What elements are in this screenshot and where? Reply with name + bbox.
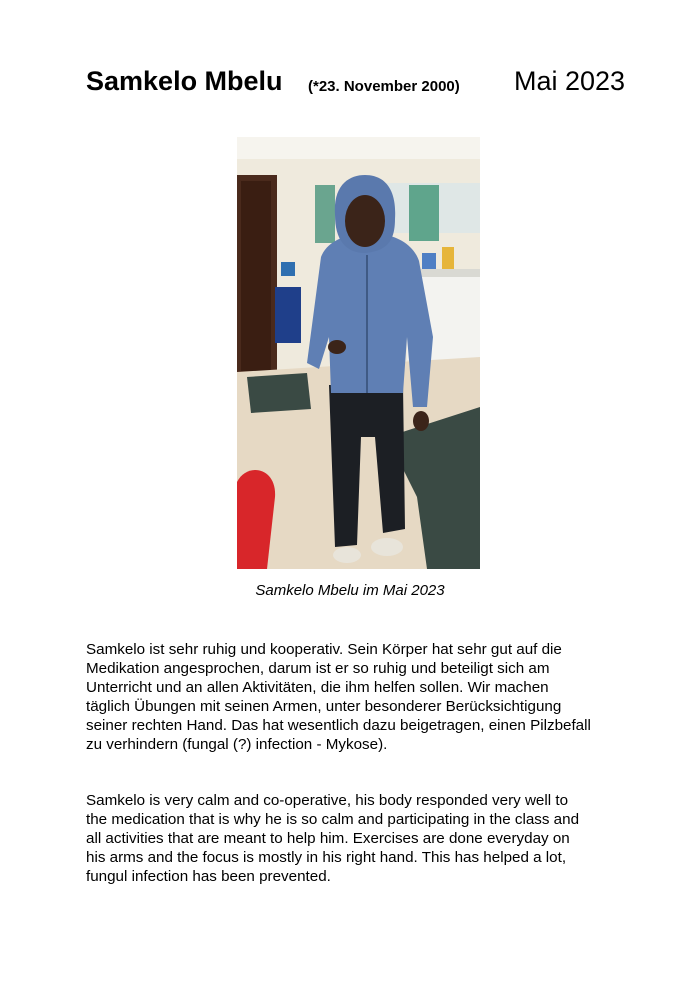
curtain-left	[315, 185, 335, 243]
right-hand	[413, 411, 429, 431]
photo-illustration	[237, 137, 480, 569]
report-date: Mai 2023	[514, 66, 626, 96]
left-hand	[328, 340, 346, 354]
ceiling	[237, 137, 480, 159]
curtain	[409, 185, 439, 241]
right-shoe	[371, 538, 403, 556]
bottle	[422, 253, 436, 269]
floor-tile-dark-2	[247, 373, 311, 413]
bottle-2	[442, 247, 454, 269]
paragraph-english: Samkelo is very calm and co-operative, his body responded very well to the medication that is why he is so calm and participating in the class and all activities that are meant to help him. Exercises are done everyday on his arms and the focus is mostly in his right hand. This has helped a lot, fungul infection has been prevented.	[86, 792, 580, 885]
face	[345, 195, 385, 247]
left-shoe	[333, 547, 361, 563]
photo-caption: Samkelo Mbelu im Mai 2023	[255, 582, 445, 599]
bin	[275, 287, 301, 343]
door-panel	[241, 181, 271, 371]
portrait-photo	[237, 137, 480, 569]
person-name: Samkelo Mbelu	[86, 66, 283, 96]
poster	[281, 262, 295, 276]
paragraph-german: Samkelo ist sehr ruhig und kooperativ. Sein Körper hat sehr gut auf die Medikation angesprochen, darum ist er so ruhig und beteiligt sich am Unterricht und an allen Aktivitäten, die ihm helfen sollen. Wir machen täglich Übungen mit seinen Armen, unter besonderer Berücksichtigung seiner rechten Hand. Das hat wesentlich dazu beigetragen, einen Pilzbefall zu verhindern (fungal (?) infection - Mykose).	[86, 641, 591, 753]
header	[86, 66, 646, 106]
birth-date: (*23. November 2000)	[308, 78, 460, 95]
